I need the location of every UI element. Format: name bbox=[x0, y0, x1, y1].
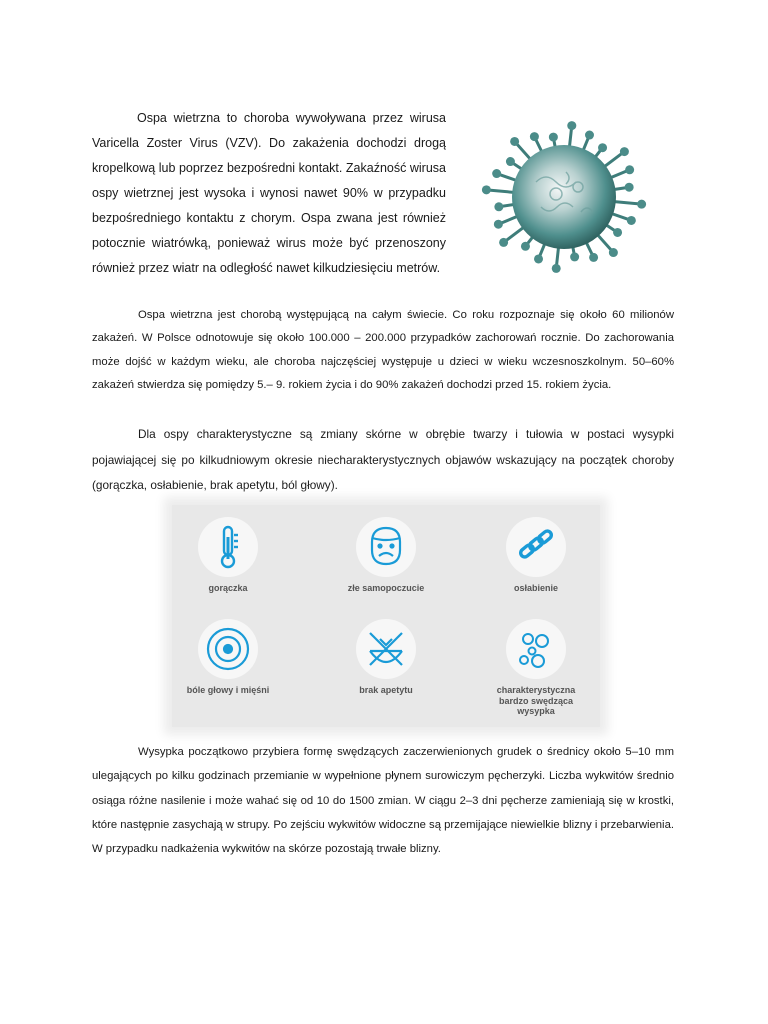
epidemiology-paragraph: Ospa wietrzna jest chorobą występującą na całym świecie. Co roku rozpoznaje się około 60 milionów zakażeń. W Polsce odnotowuje się około 100.000 – 200.000 przypadków zachorowań rocznie. Do zachorowania może dojść w każdym wieku, ale choroba najczęściej występuje u dzieci w wieku wczesnoszkolnym. 50–60% zakażeń stwierdza się pomiędzy 5.– 9. rokiem życia i do 90% zakażeń dochodzi przed 15. rokiem życia. bbox=[92, 309, 674, 392]
virus-illustration bbox=[466, 112, 662, 282]
symptom-rash bbox=[472, 619, 600, 717]
symptoms-paragraph: Dla ospy charakterystyczne są zmiany skórne w obrębie twarzy i tułowia w postaci wysypki pojawiającej się po kilkudniowym okresie niecharakterystycznych objawów wskazujący na początek choroby (gorączka, osłabienie, brak apetytu, ból głowy). bbox=[92, 427, 674, 492]
symptom-fever bbox=[164, 517, 292, 594]
symptoms-infographic bbox=[172, 505, 600, 727]
sad-face-icon bbox=[356, 517, 416, 577]
bubbles-icon bbox=[506, 619, 566, 679]
no-food-icon bbox=[356, 619, 416, 679]
symptom-malaise bbox=[322, 517, 450, 594]
chain-link-icon bbox=[506, 517, 566, 577]
intro-paragraph bbox=[92, 106, 446, 281]
symptom-label: charakterystyczna bardzo swędząca wysypka bbox=[496, 685, 576, 716]
symptom-label: złe samopoczucie bbox=[347, 583, 425, 593]
thermometer-icon bbox=[198, 517, 258, 577]
rash-paragraph: Wysypka początkowo przybiera formę swędzących zaczerwienionych grudek o średnicy około 5–10 mm ulegających po kilku godzinach przemianie w wypełnione płynem surowiczym pęcherzyki. Liczba wykwitów średnio osiąga różne nasilenie i może wahać się od 10 do 1500 zmian. W ciągu 2–3 dni pęcherze zamieniają się w krostki, które następnie zasychają w strupy. Po zejściu wykwitów widoczne są przemijające niewielkie blizny i przebarwienia. W przypadku nadkażenia wykwitów na skórze pozostają trwałe blizny. bbox=[92, 746, 674, 856]
symptom-no-appetite bbox=[322, 619, 450, 696]
symptom-label: brak apetytu bbox=[359, 685, 413, 695]
symptom-head-muscle-pain bbox=[164, 619, 292, 696]
target-icon bbox=[198, 619, 258, 679]
symptom-label: bóle głowy i mięśni bbox=[186, 685, 270, 695]
symptom-label: gorączka bbox=[208, 583, 248, 593]
symptom-label: osłabienie bbox=[513, 583, 558, 593]
symptom-weakness bbox=[472, 517, 600, 594]
intro-paragraph-text: Ospa wietrzna to choroba wywoływana przez wirusa Varicella Zoster Virus (VZV). Do zakażenia dochodzi drogą kropelkową lub poprzez bezpośredni kontakt. Zakaźność wirusa ospy wietrznej jest wysoka i wynosi nawet 90% w przypadku bezpośredniego kontaktu z chorym. Ospa zwana jest również potocznie wiatrówką, ponieważ wirus może być przenoszony również przez wiatr na odległość nawet kilkudziesięciu metrów. bbox=[92, 111, 446, 275]
